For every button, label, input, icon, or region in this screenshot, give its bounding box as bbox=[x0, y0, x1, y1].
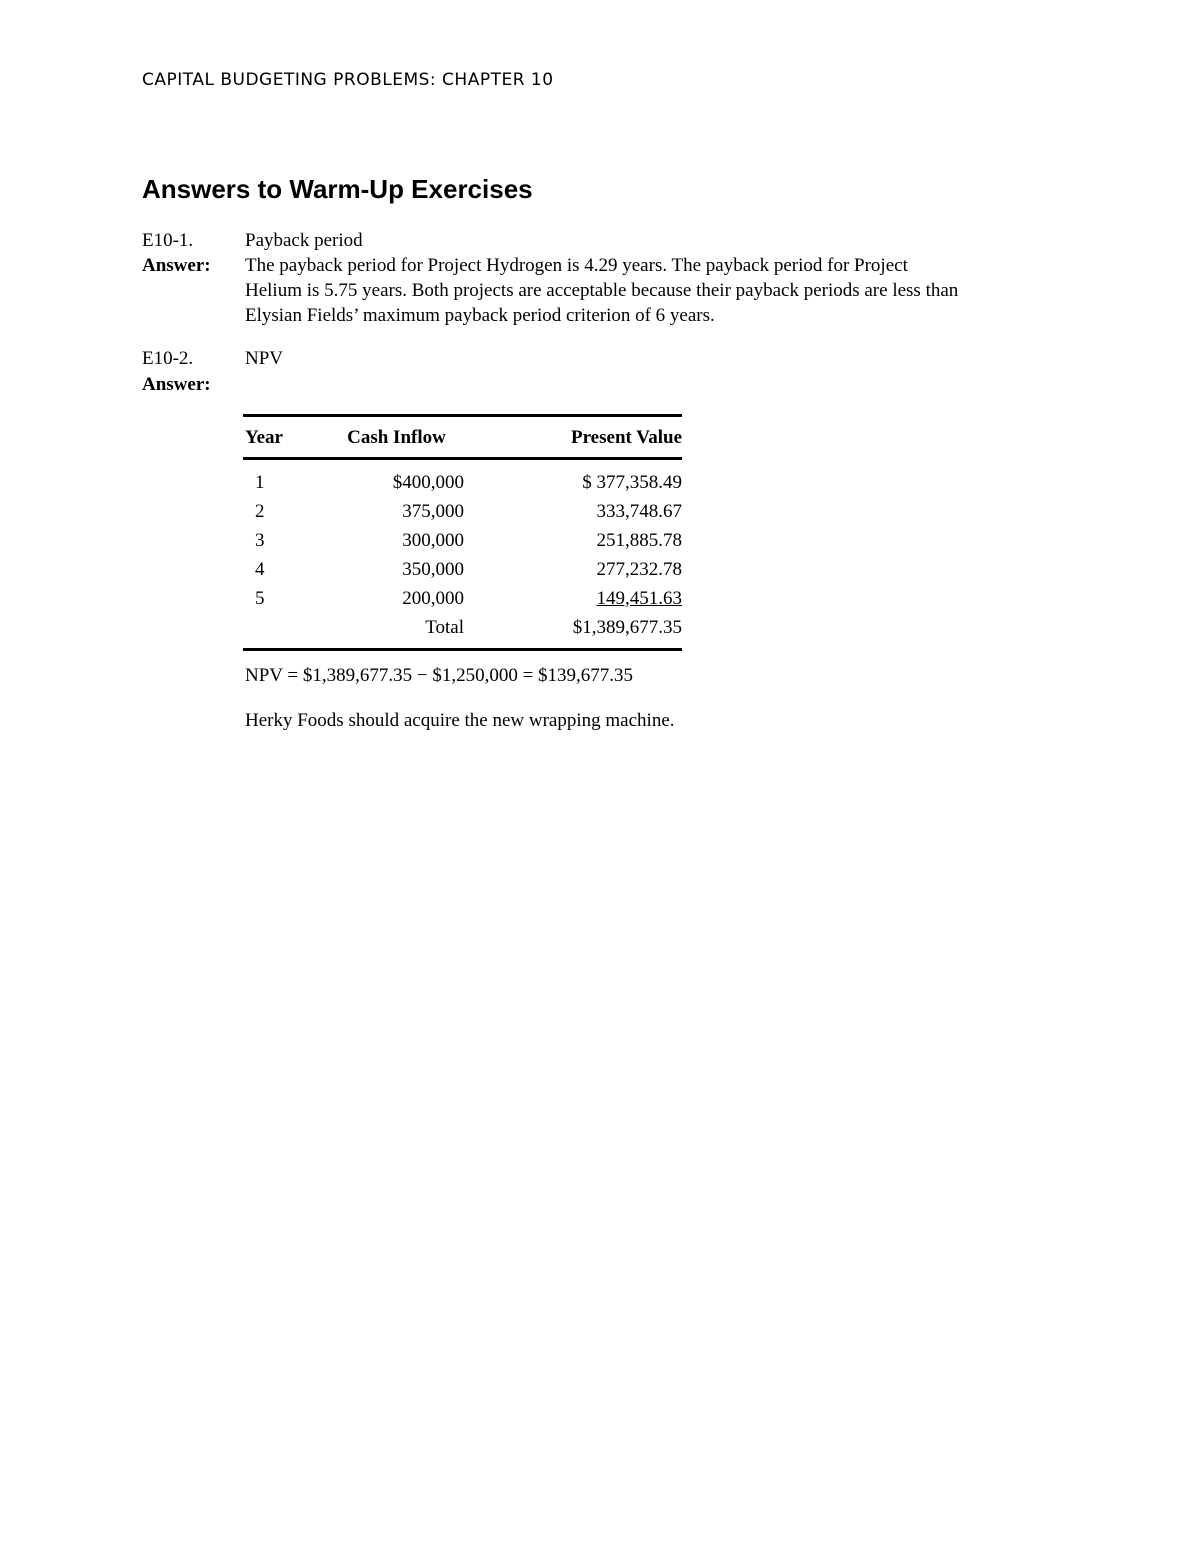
table-row bbox=[243, 459, 682, 498]
cell-year: 5 bbox=[255, 587, 265, 609]
present-value-table bbox=[243, 414, 682, 651]
cell-year: 2 bbox=[255, 500, 265, 522]
table-row bbox=[243, 555, 682, 584]
cell-pv: $ 377,358.49 bbox=[582, 471, 682, 493]
answer-label: Answer: bbox=[142, 255, 211, 276]
table-total-row bbox=[243, 613, 682, 650]
exercise-id: E10-2. bbox=[142, 348, 194, 369]
total-label: Total bbox=[425, 616, 464, 638]
table-header-row bbox=[243, 416, 682, 459]
cell-pv: 277,232.78 bbox=[596, 558, 682, 580]
answer-line: Helium is 5.75 years. Both projects are acceptable because their payback periods are less than bbox=[245, 280, 959, 301]
cell-pv bbox=[464, 584, 682, 613]
cell-year: 3 bbox=[255, 529, 265, 551]
underlined-value: 149,451.63 bbox=[596, 587, 682, 609]
table-row bbox=[243, 526, 682, 555]
cell-pv: 251,885.78 bbox=[596, 529, 682, 551]
cell-inflow: 300,000 bbox=[402, 529, 464, 551]
cell-inflow: $400,000 bbox=[392, 471, 464, 493]
cell-pv: 333,748.67 bbox=[596, 500, 682, 522]
cell-year: 1 bbox=[255, 471, 265, 493]
npv-calculation: NPV = $1,389,677.35 − $1,250,000 = $139,677.35 bbox=[245, 665, 634, 686]
header-cash-inflow: Cash Inflow bbox=[329, 416, 464, 459]
answer-line: Elysian Fields’ maximum payback period criterion of 6 years. bbox=[245, 305, 715, 326]
running-head: CAPITAL BUDGETING PROBLEMS: CHAPTER 10 bbox=[142, 70, 554, 90]
cell-inflow: 200,000 bbox=[402, 587, 464, 609]
section-title: Answers to Warm-Up Exercises bbox=[142, 174, 533, 204]
header-year: Year bbox=[243, 416, 329, 459]
cell-inflow: 375,000 bbox=[402, 500, 464, 522]
exercise-id: E10-1. bbox=[142, 230, 194, 251]
table-row bbox=[243, 497, 682, 526]
conclusion: Herky Foods should acquire the new wrapping machine. bbox=[245, 710, 675, 731]
exercise-topic: NPV bbox=[245, 348, 284, 369]
table-row bbox=[243, 584, 682, 613]
answer-line: The payback period for Project Hydrogen is 4.29 years. The payback period for Project bbox=[245, 255, 908, 276]
cell-inflow: 350,000 bbox=[402, 558, 464, 580]
answer-text bbox=[245, 253, 1065, 328]
total-value: $1,389,677.35 bbox=[572, 616, 682, 638]
cell-year: 4 bbox=[255, 558, 265, 580]
header-present-value: Present Value bbox=[464, 416, 682, 459]
answer-label: Answer: bbox=[142, 374, 211, 395]
exercise-topic: Payback period bbox=[245, 230, 363, 251]
